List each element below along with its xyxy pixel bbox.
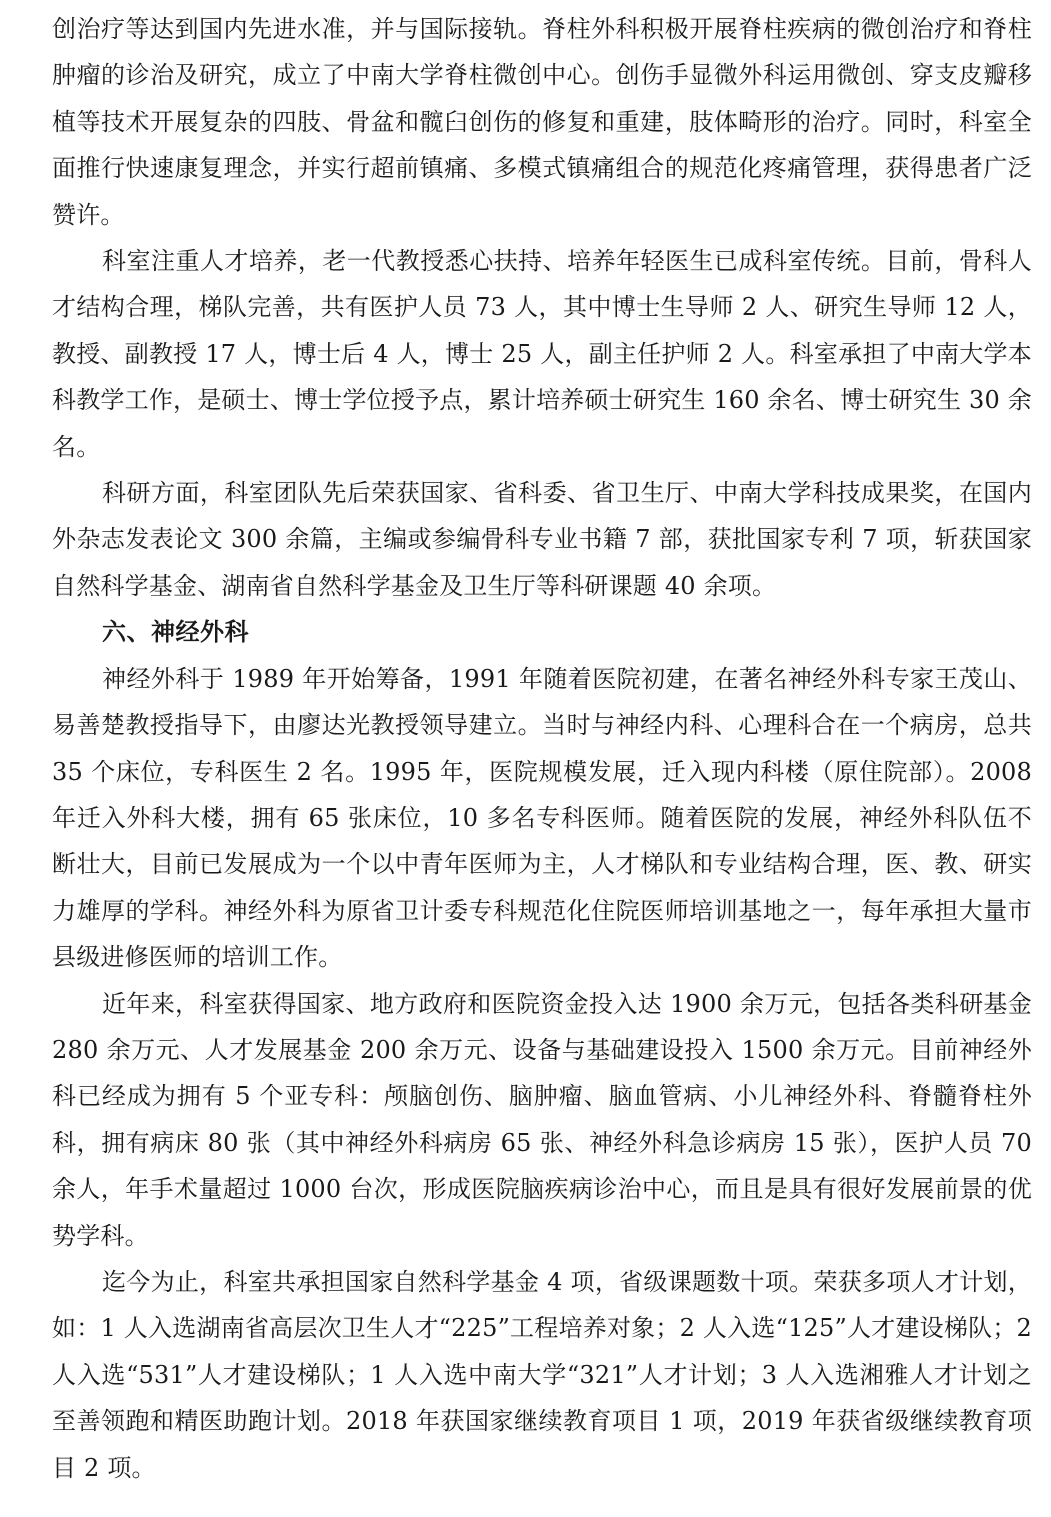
paragraph-neurosurgery-history: 神经外科于 1989 年开始筹备，1991 年随着医院初建，在著名神经外科专家王茂山、易善楚教授指导下，由廖达光教授领导建立。当时与神经内科、心理科合在一个病房，总共 35 个床位，专科医生 2 名。1995 年，医院规模发展，迁入现内科楼（原住院部）。2008 年迁入外科大楼，拥有 65 张床位，10 多名专科医师。随着医院的发展，神经外科队伍不断壮大，目前已发展成为一个以中青年医师为主，人才梯队和专业结构合理，医、教、研实力雄厚的学科。神经外科为原省卫计委专科规范化住院医师培训基地之一，每年承担大量市县级进修医师的培训工作。 (52, 664, 1032, 972)
paragraph-orthopedics-techniques: 创治疗等达到国内先进水准，并与国际接轨。脊柱外科积极开展脊柱疾病的微创治疗和脊柱肿瘤的诊治及研究，成立了中南大学脊柱微创中心。创伤手显微外科运用微创、穿支皮瓣移植等技术开展复杂的四肢、骨盆和髋臼创伤的修复和重建，肢体畸形的治疗。同时，科室全面推行快速康复理念，并实行超前镇痛、多模式镇痛组合的规范化疼痛管理，获得患者广泛赞许。 (52, 15, 1032, 229)
paragraph-orthopedics-talent: 科室注重人才培养，老一代教授悉心扶持、培养年轻医生已成科室传统。目前，骨科人才结构合理，梯队完善，共有医护人员 73 人，其中博士生导师 2 人、研究生导师 12 人，教授、副教授 17 人，博士后 4 人，博士 25 人，副主任护师 2 人。科室承担了中南大学本科教学工作，是硕士、博士学位授予点，累计培养硕士研究生 160 余名、博士研究生 30 余名。 (52, 247, 1032, 461)
paragraph-orthopedics-research: 科研方面，科室团队先后荣获国家、省科委、省卫生厅、中南大学科技成果奖，在国内外杂志发表论文 300 余篇，主编或参编骨科专业书籍 7 部，获批国家专利 7 项，斩获国家自然科学基金、湖南省自然科学基金及卫生厅等科研课题 40 余项。 (52, 479, 1032, 600)
section-heading-neurosurgery: 六、神经外科 (102, 618, 249, 647)
paragraph-neurosurgery-funding: 近年来，科室获得国家、地方政府和医院资金投入达 1900 余万元，包括各类科研基金 280 余万元、人才发展基金 200 余万元、设备与基础建设投入 1500 余万元。目前神经外科已经成为拥有 5 个亚专科：颅脑创伤、脑肿瘤、脑血管病、小儿神经外科、脊髓脊柱外科，拥有病床 80 张（其中神经外科病房 65 张、神经外科急诊病房 15 张），医护人员 70 余人，年手术量超过 1000 台次，形成医院脑疾病诊治中心，而且是具有很好发展前景的优势学科。 (52, 989, 1032, 1250)
paragraph-neurosurgery-achievements: 迄今为止，科室共承担国家自然科学基金 4 项，省级课题数十项。荣获多项人才计划，如：1 人入选湖南省高层次卫生人才“225”工程培养对象；2 人入选“125”人才建设梯队；2 人入选“531”人才建设梯队；1 人入选中南大学“321”人才计划；3 人入选湘雅人才计划之至善领跑和精医助跑计划。2018 年获国家继续教育项目 1 项，2019 年获省级继续教育项目 2 项。 (52, 1267, 1032, 1482)
document-page (52, 6, 1032, 1491)
